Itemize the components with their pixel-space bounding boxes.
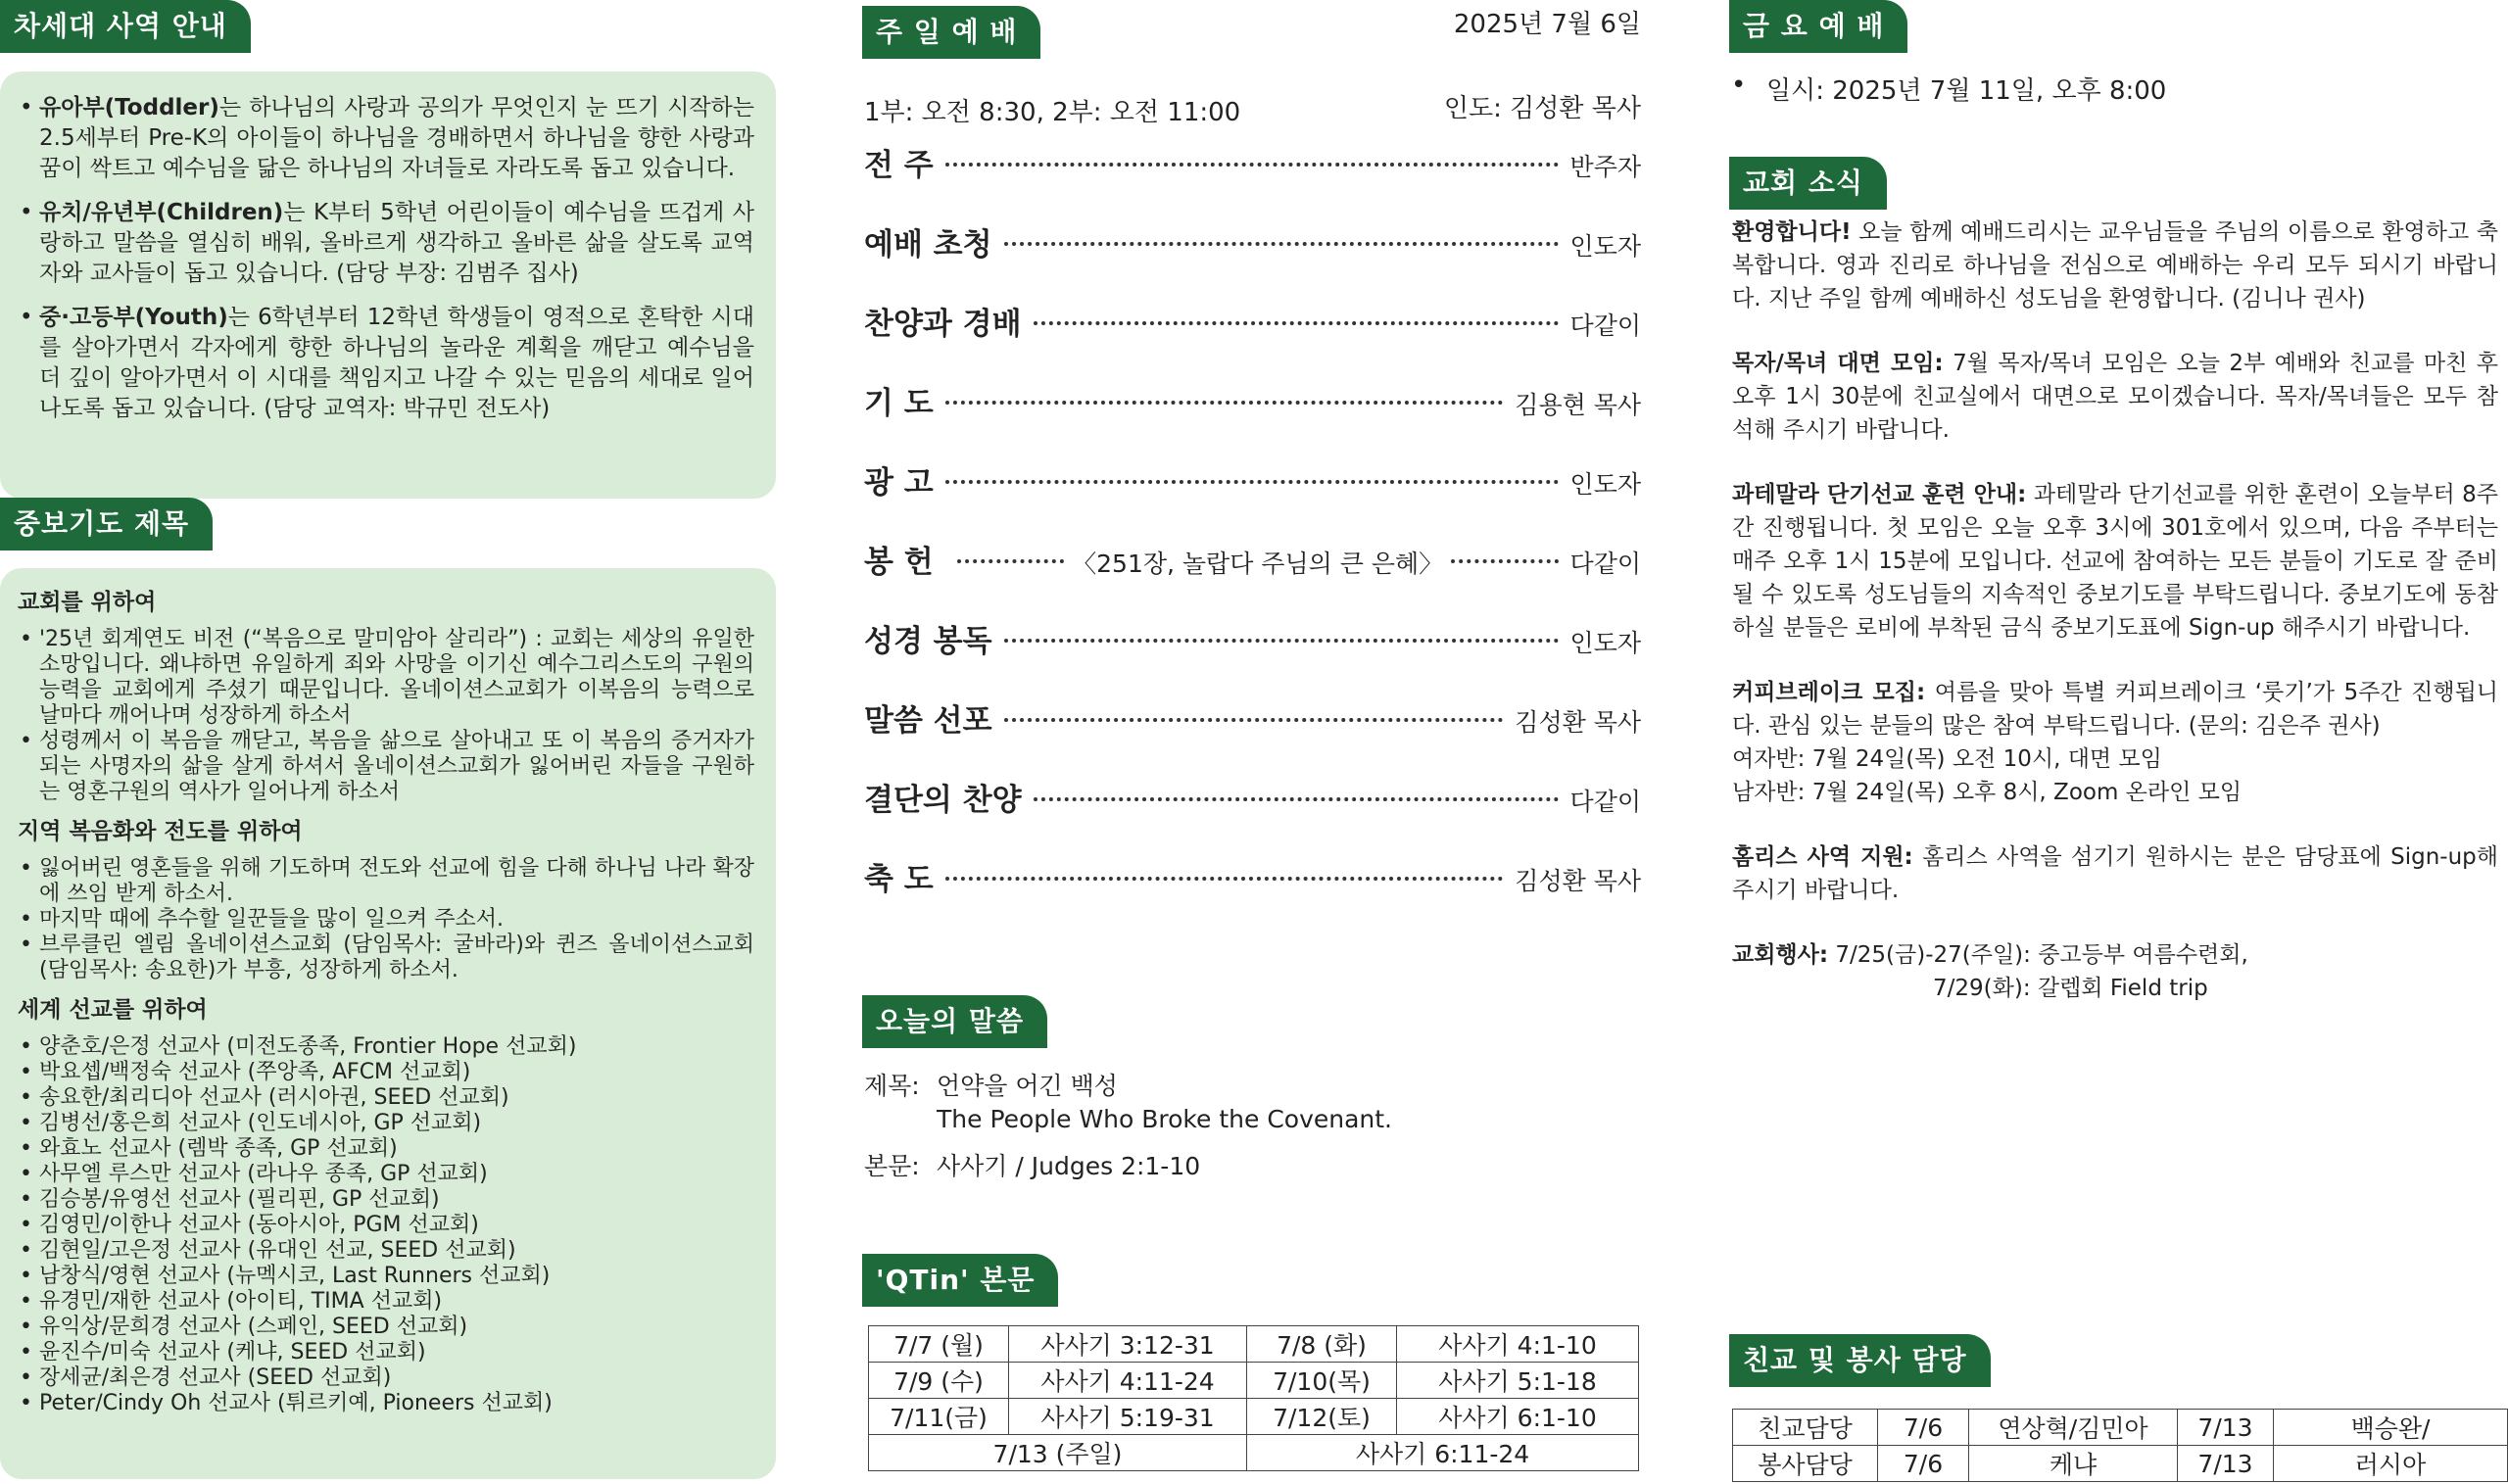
- prayer-world-head: 세계 선교를 위하여: [18, 997, 208, 1023]
- table-row: 7/13 (주일) 사사기 6:11-24: [869, 1435, 1639, 1471]
- sermon-title-ko: 언약을 어긴 백성: [937, 1072, 1118, 1100]
- prayer-region-item: • 마지막 때에 추수할 일꾼들을 많이 일으켜 주소서.: [18, 907, 754, 933]
- friday-title: 금 요 예 배: [1729, 0, 1907, 53]
- ministry-box: [0, 72, 776, 499]
- missionary-item: • 김병선/홍은희 선교사 (인도네시아, GP 선교회): [18, 1111, 754, 1136]
- sermon-info: [864, 1070, 1392, 1183]
- prayer-church-item: • 성령께서 이 복음을 깨닫고, 복음을 삶으로 살아내고 또 이 복음의 증거자가 되는 사명자의 삶을 살게 하셔서 올네이션스교회가 잃어버린 자들을 구원하는 영혼구원의 역사가 일어나게 하소서: [18, 729, 754, 805]
- prayer-church-head: 교회를 위하여: [18, 590, 157, 615]
- missionary-item: • 와효노 선교사 (렘박 종족, GP 선교회): [18, 1136, 754, 1162]
- duty-title: 친교 및 봉사 담당: [1729, 1334, 1991, 1387]
- table-row: 7/9 (수) 사사기 4:11-24 7/10(목) 사사기 5:1-18: [869, 1363, 1639, 1399]
- ministry-children: • 유치/유년부(Children)는 K부터 5학년 어린이들이 예수님을 뜨겁게 사랑하고 말씀을 열심히 배워, 올바르게 생각하고 올바른 삶을 살도록 교역자와 교사들이 돕고 있습니다. (담당 부장: 김범주 집사): [18, 198, 754, 289]
- service-row: 말씀 선포 김성환 목사: [864, 703, 1641, 739]
- sunday-leader: 인도: 김성환 목사: [1443, 94, 1641, 123]
- missionary-item: • 양춘호/은정 선교사 (미전도종족, Frontier Hope 선교회): [18, 1034, 754, 1060]
- missionary-item: • 유경민/재한 선교사 (아이티, TIMA 선교회): [18, 1289, 754, 1315]
- news-list: [1732, 215, 2498, 1036]
- service-row: 찬양과 경배 다같이: [864, 307, 1641, 342]
- news-item: 과테말라 단기선교 훈련 안내: 과테말라 단기선교를 위한 훈련이 오늘부터 8주간 진행됩니다. 첫 모임은 오늘 오후 3시에 301호에서 있으며, 다음 주부터는 매주 오후 1시 15분에 모입니다. 선교에 참여하는 모든 분들이 기도로 잘 준비될 수 있도록 성도님들의 지속적인 중보기도를 부탁드립니다. 중보기도에 동참하실 분들은 로비에 부착된 금식 중보기도표에 Sign-up 해주시기 바랍니다.: [1732, 482, 2498, 641]
- table-row: 친교담당 7/6 연상혁/김민아 7/13 백승완/: [1733, 1410, 2508, 1446]
- missionary-item: • 김현일/고은정 선교사 (유대인 선교, SEED 선교회): [18, 1238, 754, 1264]
- prayer-title: 중보기도 제목: [0, 498, 213, 551]
- news-item: 홈리스 사역 지원: 홈리스 사역을 섬기기 원하시는 분은 담당표에 Sign-up해 주시기 바랍니다.: [1732, 844, 2498, 903]
- sunday-date: 2025년 7월 6일: [1453, 10, 1641, 39]
- news-item: 커피브레이크 모집: 여름을 맞아 특별 커피브레이크 ‘룻기’가 5주간 진행됩니다. 관심 있는 분들의 많은 참여 부탁드립니다. (문의: 김은주 권사) 여자반: 7월 24일(목) 오전 10시, 대면 모임 남자반: 7월 24일(목) 오후 8시, Zoom 온라인 모임: [1732, 680, 2499, 805]
- service-row: 성경 봉독 인도자: [864, 624, 1641, 659]
- missionary-item: • 윤진수/미숙 선교사 (케냐, SEED 선교회): [18, 1340, 754, 1365]
- sermon-title-en: The People Who Broke the Covenant.: [937, 1105, 1393, 1133]
- service-row: 예배 초청 인도자: [864, 227, 1641, 263]
- table-row: 7/7 (월) 사사기 3:12-31 7/8 (화) 사사기 4:1-10: [869, 1326, 1639, 1363]
- sermon-text: 사사기 / Judges 2:1-10: [937, 1152, 1201, 1180]
- missionary-item: • 송요한/최리디아 선교사 (러시아권, SEED 선교회): [18, 1085, 754, 1111]
- news-title: 교회 소식: [1729, 157, 1887, 210]
- news-item: 환영합니다! 오늘 함께 예배드리시는 교우님들을 주님의 이름으로 환영하고 축복합니다. 영과 진리로 하나님을 전심으로 예배하는 우리 모두 되시기 바랍니다. 지난 주일 함께 예배하신 성도님을 환영합니다. (김니나 권사): [1732, 219, 2498, 311]
- ministry-title: 차세대 사역 안내: [0, 0, 251, 53]
- missionary-item: • Peter/Cindy Oh 선교사 (튀르키예, Pioneers 선교회): [18, 1391, 754, 1416]
- missionary-item: • 남창식/영현 선교사 (뉴멕시코, Last Runners 선교회): [18, 1264, 754, 1289]
- table-row: 7/11(금) 사사기 5:19-31 7/12(토) 사사기 6:1-10: [869, 1399, 1639, 1435]
- missionary-item: • 김영민/이한나 선교사 (동아시아, PGM 선교회): [18, 1213, 754, 1238]
- service-row: 기 도 김용현 목사: [864, 386, 1641, 421]
- prayer-region-item: • 잃어버린 영혼들을 위해 기도하며 전도와 선교에 힘을 다해 하나님 나라 확장에 쓰임 받게 하소서.: [18, 856, 754, 907]
- service-row: 전 주 반주자: [864, 148, 1641, 183]
- prayer-region-item: • 브루클린 엘림 올네이션스교회 (담임목사: 굴바라)와 퀸즈 올네이션스교회 (담임목사: 송요한)가 부흥, 성장하게 하소서.: [18, 933, 754, 983]
- prayer-church-item: • '25년 회계연도 비전 (“복음으로 말미암아 살리라”) : 교회는 세상의 유일한 소망입니다. 왜냐하면 유일하게 죄와 사망을 이기신 예수그리스도의 구원의 능력을 교회에게 주셨기 때문입니다. 올네이션스교회가 이복음의 능력으로 날마다 깨어나며 성장하게 하소서: [18, 627, 754, 729]
- table-row: 봉사담당 7/6 케냐 7/13 러시아: [1733, 1446, 2508, 1482]
- missionary-list: [18, 1034, 754, 1416]
- service-row: 축 도 김성환 목사: [864, 862, 1641, 897]
- missionary-item: • 김승봉/유영선 선교사 (필리핀, GP 선교회): [18, 1187, 754, 1213]
- service-row-offering: 봉 헌 〈251장, 놀랍다 주님의 큰 은혜〉 다같이: [864, 545, 1641, 580]
- missionary-item: • 장세균/최은경 선교사 (SEED 선교회): [18, 1365, 754, 1391]
- service-row: 광 고 인도자: [864, 465, 1641, 501]
- missionary-item: • 사무엘 루스만 선교사 (라나우 종족, GP 선교회): [18, 1162, 754, 1187]
- sunday-title: 주 일 예 배: [862, 6, 1040, 59]
- missionary-item: • 유익상/문희경 선교사 (스페인, SEED 선교회): [18, 1315, 754, 1340]
- ministry-toddler: • 유아부(Toddler)는 하나님의 사랑과 공의가 무엇인지 눈 뜨기 시작하는 2.5세부터 Pre-K의 아이들이 하나님을 경배하면서 하나님을 향한 사랑과 꿈이 싹트고 예수님을 닮은 하나님의 자녀들로 자라도록 돕고 있습니다.: [18, 93, 754, 184]
- ministry-youth: • 중·고등부(Youth)는 6학년부터 12학년 학생들이 영적으로 혼탁한 시대를 살아가면서 각자에게 향한 하나님의 놀라운 계획을 깨닫고 예수님을 더 깊이 알아가면서 이 시대를 책임지고 나갈 수 있는 믿음의 세대로 일어나도록 돕고 있습니다. (담당 교역자: 박규민 전도사): [18, 303, 754, 424]
- sunday-times: 1부: 오전 8:30, 2부: 오전 11:00: [864, 98, 1241, 127]
- word-title: 오늘의 말씀: [862, 995, 1047, 1048]
- service-row: 결단의 찬양 다같이: [864, 783, 1641, 818]
- missionary-item: • 박요셉/백정숙 선교사 (쭈앙족, AFCM 선교회): [18, 1060, 754, 1085]
- qtin-table: [868, 1325, 1639, 1471]
- sermon-text-label: 본문:: [864, 1152, 920, 1180]
- duty-table: [1732, 1409, 2508, 1482]
- qtin-title: 'QTin' 본문: [862, 1254, 1058, 1307]
- order-of-service: [864, 140, 1641, 933]
- prayer-box: [0, 568, 776, 1479]
- sermon-title-label: 제목:: [864, 1072, 920, 1100]
- offering-hymn: 〈251장, 놀랍다 주님의 큰 은혜〉: [1072, 550, 1444, 578]
- news-item: 교회행사: 7/25(금)-27(주일): 중고등부 여름수련회, 7/29(화): 갈렙회 Field trip: [1732, 942, 2248, 1001]
- friday-info: • 일시: 2025년 7월 11일, 오후 8:00: [1729, 71, 2166, 107]
- news-item: 목자/목녀 대면 모임: 7월 목자/목녀 모임은 오늘 2부 예배와 친교를 마친 후 오후 1시 30분에 친교실에서 대면으로 모이겠습니다. 목자/목녀들은 모두 참석해 주시기 바랍니다.: [1732, 351, 2498, 443]
- prayer-region-head: 지역 복음화와 전도를 위하여: [18, 819, 303, 844]
